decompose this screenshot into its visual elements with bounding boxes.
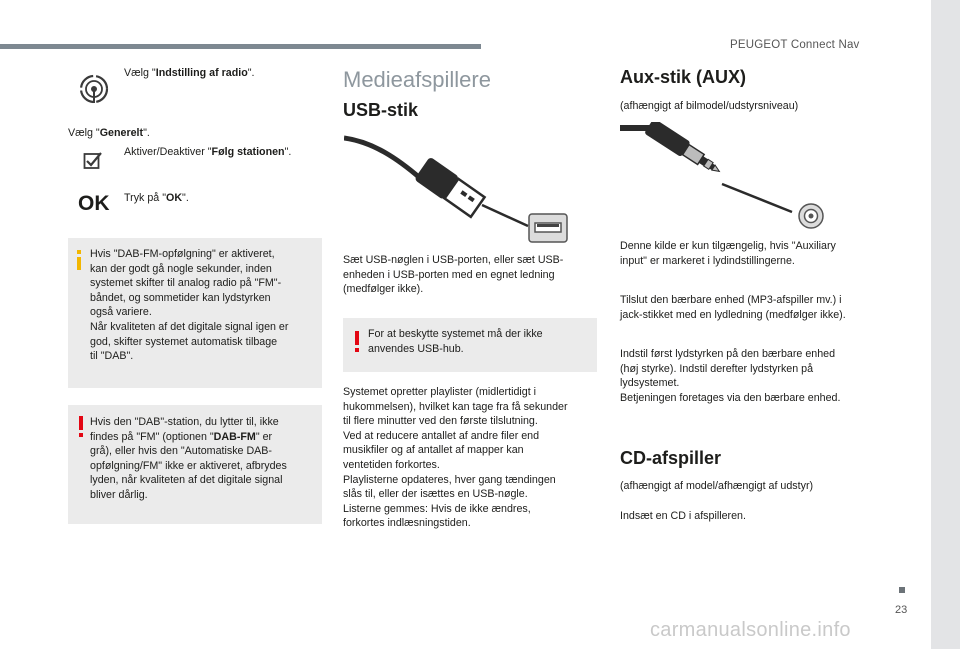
continuation-marker	[899, 587, 905, 593]
jack-plug-icon	[620, 122, 800, 222]
press-ok-text: Tryk på "OK".	[124, 192, 189, 204]
info-box-text: Hvis "DAB-FM-opfølgning" er aktiveret, kan der godt gå nogle sekunder, inden systemet skifter til analog radio på "FM"- båndet, og sommetider kan lydstyrken også variere. Når kvaliteten af det digitale signal igen er god, skifter systemet automatisk tilbage til "DAB".	[90, 248, 289, 363]
page-number: 23	[895, 604, 908, 616]
aux-paragraph-2: Tilslut den bærbare enhed (MP3-afspiller mv.) i jack-stikket med en lydledning (medfølger ikke).	[620, 294, 846, 321]
ok-icon: OK	[78, 192, 110, 215]
select-general-text: Vælg "Generelt".	[68, 127, 150, 139]
aux-paragraph-1: Denne kilde er kun tilgængelig, hvis "Auxiliary input" er markeret i lydindstillingerne.	[620, 240, 836, 267]
usb-port-icon	[528, 213, 568, 243]
warning-icon	[79, 416, 83, 437]
header-title: PEUGEOT Connect Nav	[730, 39, 860, 51]
select-radio-text: Vælg "Indstilling af radio".	[124, 67, 255, 79]
usb-title: USB-stik	[343, 100, 419, 120]
aux-title: Aux-stik (AUX)	[620, 67, 747, 87]
aux-paragraph-3: Indstil først lydstyrken på den bærbare enhed (høj styrke). Indstil derefter lydstyrken på lydsystemet. Betjeningen foretages via den bærbare enhed.	[620, 348, 841, 404]
cd-note: (afhængigt af model/afhængigt af udstyr)	[620, 480, 814, 492]
warning-box-usb-text: For at beskytte systemet må der ikke anvendes USB-hub.	[368, 328, 543, 355]
cd-text: Indsæt en CD i afspilleren.	[620, 510, 746, 522]
section-title: Medieafspillere	[343, 67, 491, 92]
watermark: carmanualsonline.info	[650, 619, 851, 641]
warning-box-usb	[343, 318, 597, 372]
usb-text: Sæt USB-nøglen i USB-porten, eller sæt USB- enheden i USB-porten med en egnet ledning (medfølger ikke).	[343, 254, 564, 296]
jack-socket-icon	[797, 202, 825, 230]
cd-title: CD-afspiller	[620, 448, 722, 468]
checkbox-checked-icon	[83, 151, 103, 171]
aux-note: (afhængigt af bilmodel/udstyrsniveau)	[620, 100, 799, 112]
info-icon	[77, 250, 81, 270]
radio-settings-icon	[77, 72, 111, 106]
side-strip	[931, 0, 960, 649]
header-bar	[0, 44, 481, 49]
toggle-follow-text: Aktiver/Deaktiver "Følg stationen".	[124, 146, 292, 158]
info-box	[68, 238, 322, 388]
playlist-text: Systemet opretter playlister (midlertidigt i hukommelsen), hvilket kan tage fra få sekunder til flere minutter ved den første tilslutning. Ved at reducere antallet af andre filer end musikfiler og af antallet af mapper kan ventetiden forkortes. Playlisterne opdateres, hver gang tændingen slås til, eller der isættes en USB-nøgle. Listerne gemmes: Hvis de ikke ændres, forkortes indlæsningstiden.	[343, 386, 568, 530]
warning-box-text: Hvis den "DAB"-station, du lytter til, ikke findes på "FM" (optionen "DAB-FM" er grå), eller hvis den "Automatiske DAB- opfølgning/FM" ikke er aktiveret, afbrydes lyden, når kvaliteten af det digitale signal bliver dårlig.	[90, 416, 287, 501]
warning-icon	[355, 331, 359, 352]
warning-box-dab	[68, 405, 322, 524]
